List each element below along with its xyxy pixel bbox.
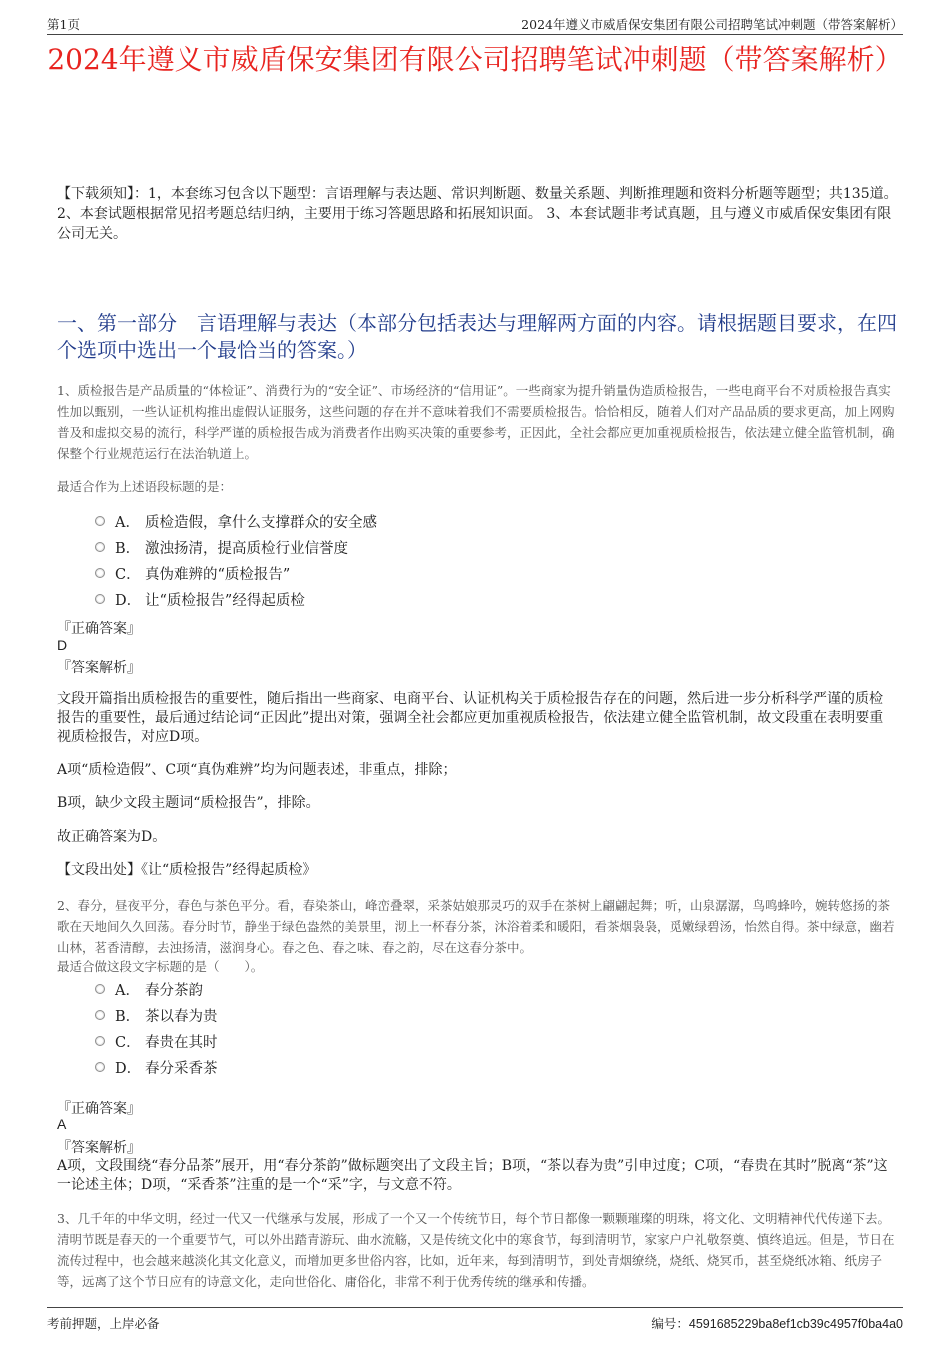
question-2-stem: 2、春分，昼夜平分，春色与茶色平分。看，春染茶山，峰峦叠翠，采茶姑娘那灵巧的双手在茶树上翩翩起舞；听，山泉潺潺，鸟鸣蜂吟，婉转悠扬的茶歌在天地间久久回荡。春分时节，静坐于绿色盎然的美景里，沏上一杯春分茶，沐浴着柔和暖阳，看茶烟袅袅，觅嫩绿碧汤，怡然自得。茶中绿意，幽若山林，茗香清醇，去浊扬清，滋润身心。春之色、春之味、春之韵，尽在这春分茶中。 [57,898,895,955]
correct-answer-label: 『正确答案』 [57,1101,141,1117]
option-a[interactable]: A． 春分茶韵 [95,976,218,1002]
option-b[interactable]: B． 激浊扬清，提高质检行业信誉度 [95,534,377,560]
document-title: 2024年遵义市威盾保安集团有限公司招聘笔试冲刺题（带答案解析） [47,43,903,76]
radio-icon[interactable] [95,568,105,578]
analysis-paragraph: 文段开篇指出质检报告的重要性，随后指出一些商家、电商平台、认证机构关于质检报告存在的问题，然后进一步分析科学严谨的质检报告的重要性，最后通过结论词“正因此”提出对策，强调全社会都应更加重视质检报告，依法建立健全监管机制，故文段重在表明要重视质检报告，对应D项。 [57,691,884,745]
option-c[interactable]: C． 春贵在其时 [95,1028,218,1054]
answer-analysis-label: 『答案解析』 [57,660,141,676]
question-2-options [95,976,218,1080]
page-header [47,12,903,35]
radio-icon[interactable] [95,1062,105,1072]
question-3-stem: 3、几千年的中华文明，经过一代又一代继承与发展，形成了一个又一个传统节日，每个节日都像一颗颗璀璨的明珠，将文化、文明精神代代传递下去。清明节既是春天的一个重要节气，可以外出踏青游玩、曲水流觞，又是传统文化中的寒食节，每到清明节，家家户户礼敬祭奠、慎终追远。但是，节日在流传过程中，也会越来越淡化其文化意义，而增加更多世俗内容，比如，近年来，每到清明节，到处青烟缭绕，烧纸、烧冥币，甚至烧纸冰箱、纸房子等，远离了这个节日应有的诗意文化，走向世俗化、庸俗化，非常不利于优秀传统的继承和传播。 [57,1211,895,1289]
radio-icon[interactable] [95,542,105,552]
option-c[interactable]: C． 真伪难辨的“质检报告” [95,560,377,586]
option-d[interactable]: D． 让“质检报告”经得起质检 [95,586,377,612]
correct-answer: A [57,1116,67,1132]
answer-analysis-label: 『答案解析』 [57,1140,141,1156]
option-a[interactable]: A． 质检造假，拿什么支撑群众的安全感 [95,508,377,534]
analysis-paragraph: A项，文段围绕“春分品茶”展开，用“春分茶韵”做标题突出了文段主旨；B项，“茶以春为贵”引申过度；C项，“春贵在其时”脱离“茶”这一论述主体；D项，“采香茶”注重的是一个“采”字，与文意不符。 [57,1158,888,1193]
correct-answer-label: 『正确答案』 [57,621,141,637]
radio-icon[interactable] [95,1010,105,1020]
page-footer [47,1307,903,1332]
option-b[interactable]: B． 茶以春为贵 [95,1002,218,1028]
analysis-paragraph: B项，缺少文段主题词“质检报告”，排除。 [57,795,320,811]
page-number: 第1页 [47,17,80,32]
analysis-paragraph: A项“质检造假”、C项“真伪难辨”均为问题表述，非重点，排除； [57,762,457,778]
option-d[interactable]: D． 春分采香茶 [95,1054,218,1080]
text-source: 【文段出处】《让“质检报告”经得起质检》 [57,862,317,878]
radio-icon[interactable] [95,1036,105,1046]
header-doc-title: 2024年遵义市威盾保安集团有限公司招聘笔试冲刺题（带答案解析） [521,17,903,32]
section-title: 一、第一部分 言语理解与表达（本部分包括表达与理解两方面的内容。请根据题目要求，在四个选项中选出一个最恰当的答案。） [57,311,897,362]
question-1-options [95,508,377,612]
radio-icon[interactable] [95,594,105,604]
correct-answer: D [57,637,68,653]
radio-icon[interactable] [95,516,105,526]
question-2-prompt: 最适合做这段文字标题的是（ ）。 [57,959,264,974]
download-notice: 【下载须知】：1，本套练习包含以下题型：言语理解与表达题、常识判断题、数量关系题、判断推理题和资料分析题等题型；共135道。 2、本套试题根据常见招考题总结归纳，主要用于练习答题思路和拓展知识面。 3、本套试题非考试真题，且与遵义市威盾保安集团有限公司无关。 [57,186,898,242]
footer-slogan: 考前押题，上岸必备 [47,1316,160,1331]
analysis-paragraph: 故正确答案为D。 [57,829,167,845]
question-1-prompt: 最适合作为上述语段标题的是： [57,479,233,494]
radio-icon[interactable] [95,984,105,994]
footer-code: 编号：4591685229ba8ef1cb39c4957f0ba4a0 [651,1316,903,1331]
question-1-stem: 1、质检报告是产品质量的“体检证”、消费行为的“安全证”、市场经济的“信用证”。一些商家为提升销量伪造质检报告，一些电商平台不对质检报告真实性加以甄别，一些认证机构推出虚假认证服务，这些问题的存在并不意味着我们不需要质检报告。恰恰相反，随着人们对产品品质的要求更高，加上网购普及和虚拟交易的流行，科学严谨的质检报告成为消费者作出购买决策的重要参考，正因此，全社会都应更加重视质检报告，依法建立健全监管机制，确保整个行业规范运行在法治轨道上。 [57,383,895,461]
